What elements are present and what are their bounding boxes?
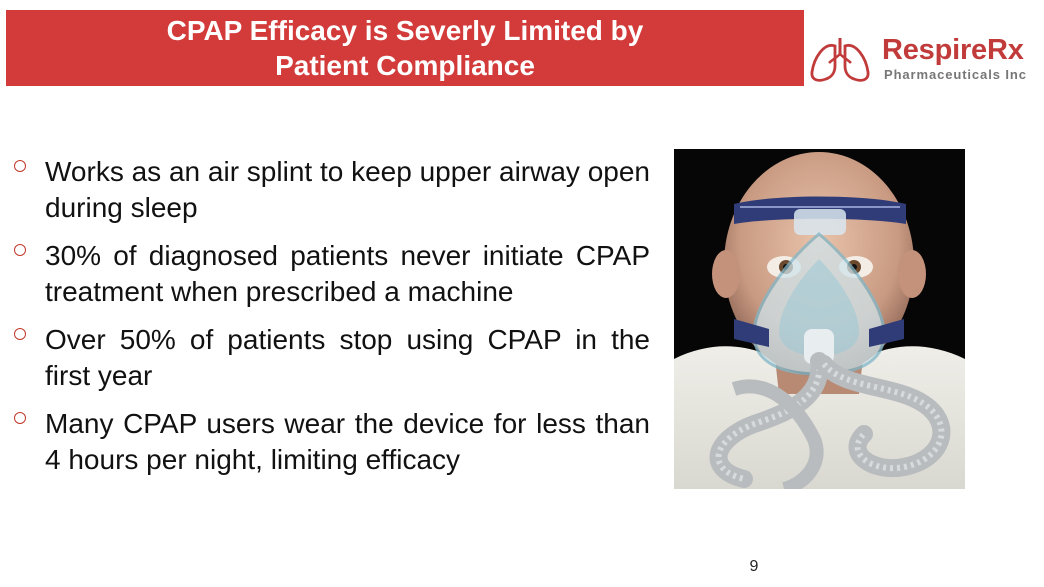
bullet-circle-icon [14,160,26,172]
bullet-item [14,154,650,226]
bullet-text: Many CPAP users wear the device for less than 4 hours per night, limiting efficacy [45,408,650,475]
logo-name: RespireRx [882,34,1024,66]
page-number: 9 [749,558,759,575]
slide-title-line-1: CPAP Efficacy is Severly Limited by [166,15,644,46]
slide-title-line-2: Patient Compliance [275,50,535,81]
bullet-circle-icon [14,328,26,340]
bullet-list [14,154,650,490]
bullet-circle-icon [14,412,26,424]
bullet-text: 30% of diagnosed patients never initiate CPAP treatment when prescribed a machine [45,240,650,307]
cpap-patient-photo [674,149,965,489]
bullet-circle-icon [14,244,26,256]
slide-title-banner [6,10,804,86]
bullet-item [14,406,650,478]
bullet-item [14,322,650,394]
bullet-text: Over 50% of patients stop using CPAP in the first year [45,324,650,391]
bullet-item [14,238,650,310]
lungs-icon [808,36,872,84]
bullet-text: Works as an air splint to keep upper airway open during sleep [45,156,650,223]
company-logo [808,34,1044,86]
logo-subtitle: Pharmaceuticals Inc [884,67,1027,82]
